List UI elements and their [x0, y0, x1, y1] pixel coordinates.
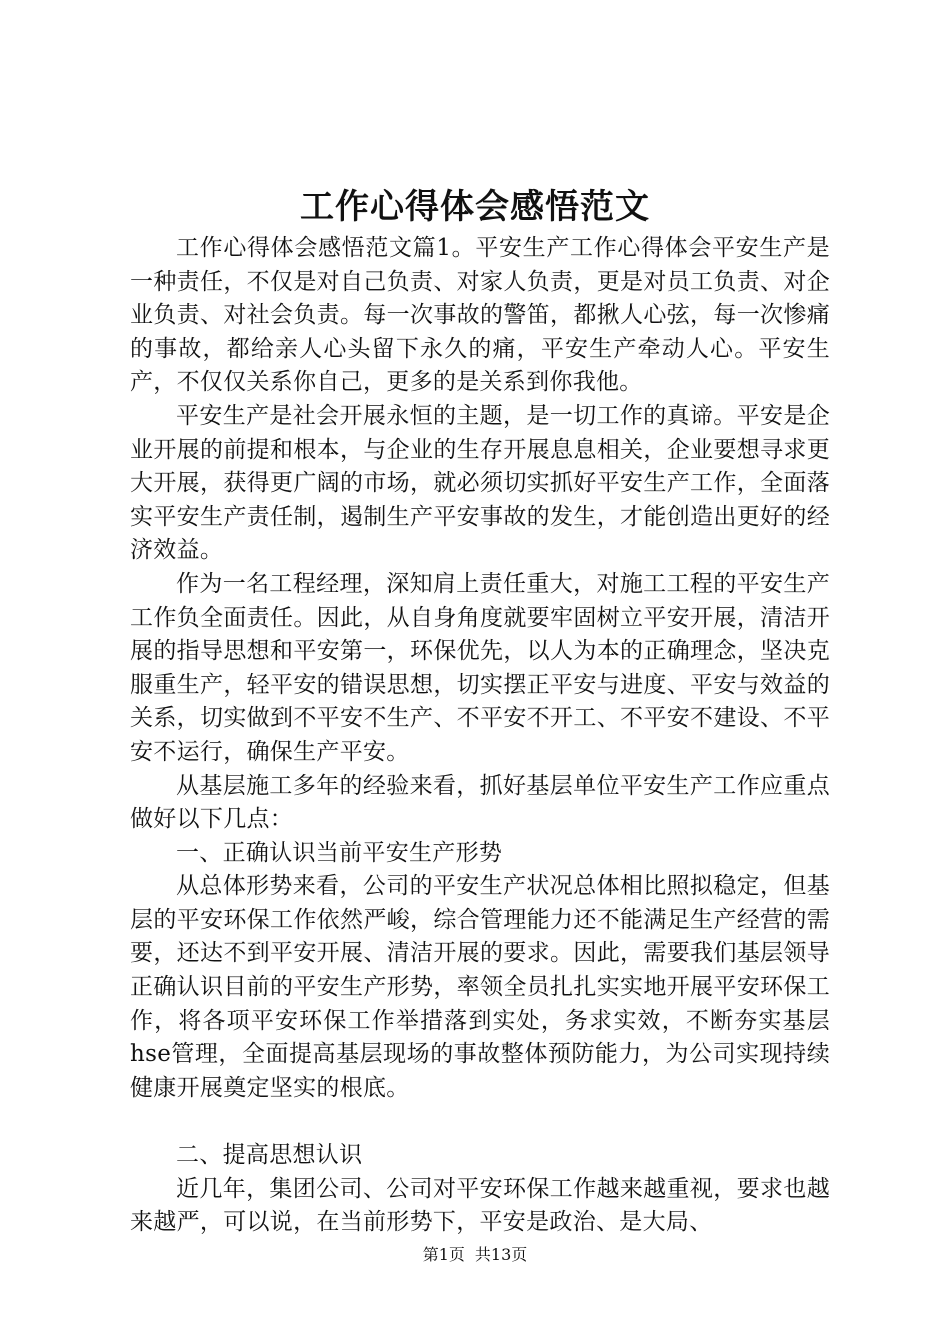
page-number: 第1页 — [422, 1245, 465, 1264]
document-body — [130, 232, 830, 1240]
paragraph-safety-theme: 平安生产是社会开展永恒的主题，是一切工作的真谛。平安是企业开展的前提和根本，与企业的生存开展息息相关，企业要想寻求更大开展，获得更广阔的市场，就必须切实抓好平安生产工作，全面落实平安生产责任制，遏制生产平安事故的发生，才能创造出更好的经济效益。 — [130, 402, 830, 564]
section-heading-1: 一、正确认识当前平安生产形势 — [176, 839, 503, 866]
document-title: 工作心得体会感悟范文 — [300, 187, 650, 227]
paragraph-recent-years: 近几年，集团公司、公司对平安环保工作越来越重视，要求也越来越严，可以说，在当前形势下，平安是政治、是大局、 — [130, 1175, 830, 1236]
paragraph-intro: 工作心得体会感悟范文篇1。平安生产工作心得体会平安生产是一种责任，不仅是对自己负责、对家人负责，更是对员工负责、对企业负责、对社会负责。每一次事故的警笛，都揪人心弦，每一次惨痛的事故，都给亲人心头留下永久的痛，平安生产牵动人心。平安生产，不仅仅关系你自己，更多的是关系到你我他。 — [130, 235, 830, 396]
page-total: 共13页 — [474, 1245, 528, 1264]
section-heading-2: 二、提高思想认识 — [176, 1142, 363, 1169]
page-footer — [0, 1244, 950, 1266]
paragraph-project-manager: 作为一名工程经理，深知肩上责任重大，对施工工程的平安生产工作负全面责任。因此，从自身角度就要牢固树立平安开展，清洁开展的指导思想和平安第一，环保优先，以人为本的正确理念，坚决克服重生产，轻平安的错误思想，切实摆正平安与进度、平安与效益的关系，切实做到不平安不生产、不平安不开工、不平安不建设、不平安不运行，确保生产平安。 — [130, 570, 830, 765]
paragraph-experience: 从基层施工多年的经验来看，抓好基层单位平安生产工作应重点做好以下几点： — [130, 772, 830, 833]
paragraph-overall-situation: 从总体形势来看，公司的平安生产状况总体相比照拟稳定，但基层的平安环保工作依然严峻，综合管理能力还不能满足生产经营的需要，还达不到平安开展、清洁开展的要求。因此，需要我们基层领导正确认识目前的平安生产形势，率领全员扎扎实实地开展平安环保工作，将各项平安环保工作举措落到实处，务求实效，不断夯实基层hse管理，全面提高基层现场的事故整体预防能力，为公司实现持续健康开展奠定坚实的根底。 — [130, 873, 830, 1101]
